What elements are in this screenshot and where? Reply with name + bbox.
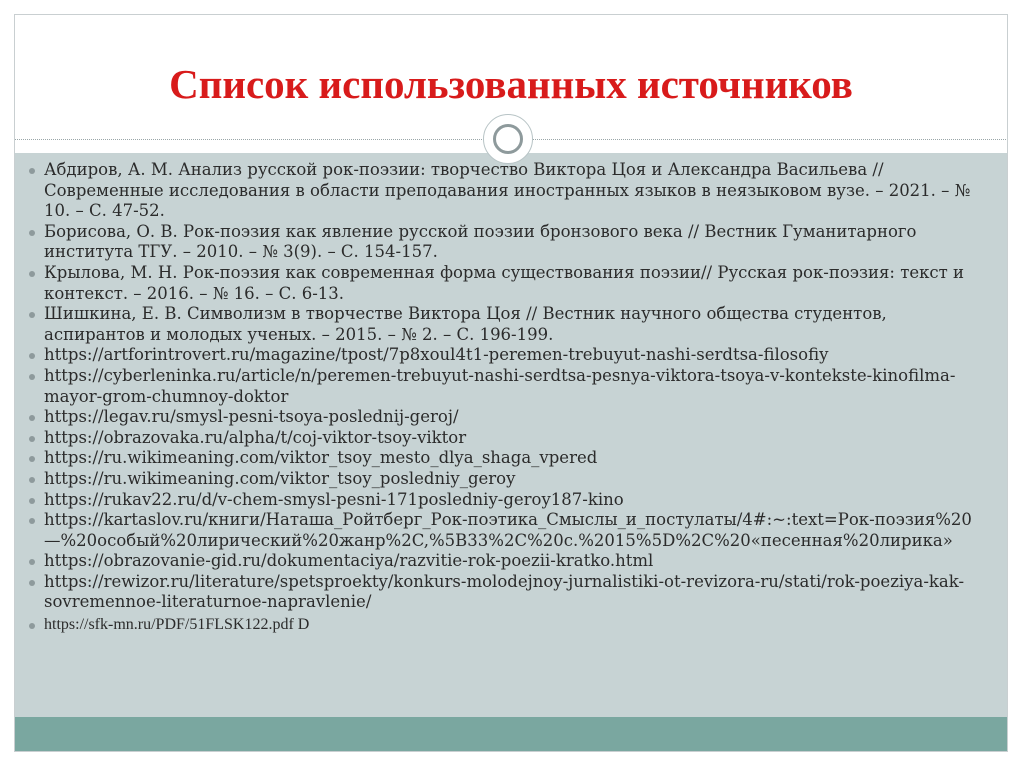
bullet-icon [29,168,35,174]
reference-link[interactable]: https://artforintrovert.ru/magazine/tpost/7p8xoul4t1-peremen-trebuyut-nashi-serdtsa-filosofiy [44,345,829,365]
reference-list [28,160,988,635]
ring-icon [493,124,523,154]
reference-link[interactable]: https://rukav22.ru/d/v-chem-smysl-pesni-171posledniy-geroy187-kino [44,489,624,509]
reference-item [28,304,988,345]
reference-link[interactable]: https://legav.ru/smysl-pesni-tsoya-poslednij-geroj/ [44,407,459,427]
reference-item [28,345,988,366]
bullet-icon [29,230,35,236]
bullet-icon [29,623,35,629]
reference-text: Борисова, О. В. Рок-поэзия как явление русской поэзии бронзового века // Вестник Гуманитарного института ТГУ. – 2010. – № 3(9). – С. 154-157. [44,221,917,262]
reference-item [28,572,988,613]
reference-text: Абдиров, А. М. Анализ русской рок-поэзии: творчество Виктора Цоя и Александра Васильева // Современные исследования в области преподавания иностранных языков в неязыковом вузе. – 2021. – № 10. – С. 47-52. [44,160,971,221]
bullet-icon [29,374,35,380]
reference-item [28,551,988,572]
reference-item [28,469,988,490]
reference-item [28,222,988,263]
reference-item [28,490,988,511]
reference-link[interactable]: https://kartaslov.ru/книги/Наташа_Ройтберг_Рок-поэтика_Смыслы_и_постулаты/4#:~:text=Рок-поэзия%20—%20особый%20лирический%20жанр%2C,%5B33%2C%20с.%2015%5D%2C%20«песенная%20лирика» [44,510,972,550]
reference-item [28,510,988,551]
reference-item [28,615,988,635]
bullet-icon [29,436,35,442]
bullet-icon [29,477,35,483]
reference-item [28,160,988,222]
bullet-icon [29,415,35,421]
reference-link[interactable]: https://cyberleninka.ru/article/n/peremen-trebuyut-nashi-serdtsa-pesnya-viktora-tsoya-v-kontekste-kinofilma-mayor-grom-chumnoy-doktor [44,365,956,406]
bullet-icon [29,456,35,462]
reference-link[interactable]: https://sfk-mn.ru/PDF/51FLSK122.pdf D [44,616,310,634]
bullet-icon [29,271,35,277]
reference-item [28,428,988,449]
bullet-icon [29,312,35,318]
reference-item [28,448,988,469]
reference-link[interactable]: https://obrazovaka.ru/alpha/t/coj-viktor-tsoy-viktor [44,427,467,447]
reference-text: Шишкина, Е. В. Символизм в творчестве Виктора Цоя // Вестник научного общества студентов, аспирантов и молодых ученых. – 2015. – № 2. – С. 196-199. [44,304,887,344]
bullet-icon [29,580,35,586]
reference-link[interactable]: https://ru.wikimeaning.com/viktor_tsoy_mesto_dlya_shaga_vpered [44,448,598,468]
bullet-icon [29,518,35,524]
reference-item [28,366,988,407]
bullet-icon [29,353,35,359]
reference-text: Крылова, М. Н. Рок-поэзия как современная форма существования поэзии// Русская рок-поэзия: текст и контекст. – 2016. – № 16. – С. 6-13. [44,262,965,303]
reference-item [28,407,988,428]
reference-link[interactable]: https://ru.wikimeaning.com/viktor_tsoy_posledniy_geroy [44,468,516,488]
reference-link[interactable]: https://obrazovanie-gid.ru/dokumentaciya/razvitie-rok-poezii-kratko.html [44,551,654,571]
bullet-icon [29,559,35,565]
reference-link[interactable]: https://rewizor.ru/literature/spetsproekty/konkurs-molodejnoy-jurnalistiki-ot-revizora-ru/stati/rok-poeziya-kak-sovremennoe-literaturnoe-napravlenie/ [44,571,965,612]
reference-item [28,263,988,304]
slide-title: Список использованных источников [169,61,853,107]
circle-ornament-icon [483,114,533,164]
bullet-icon [29,498,35,504]
